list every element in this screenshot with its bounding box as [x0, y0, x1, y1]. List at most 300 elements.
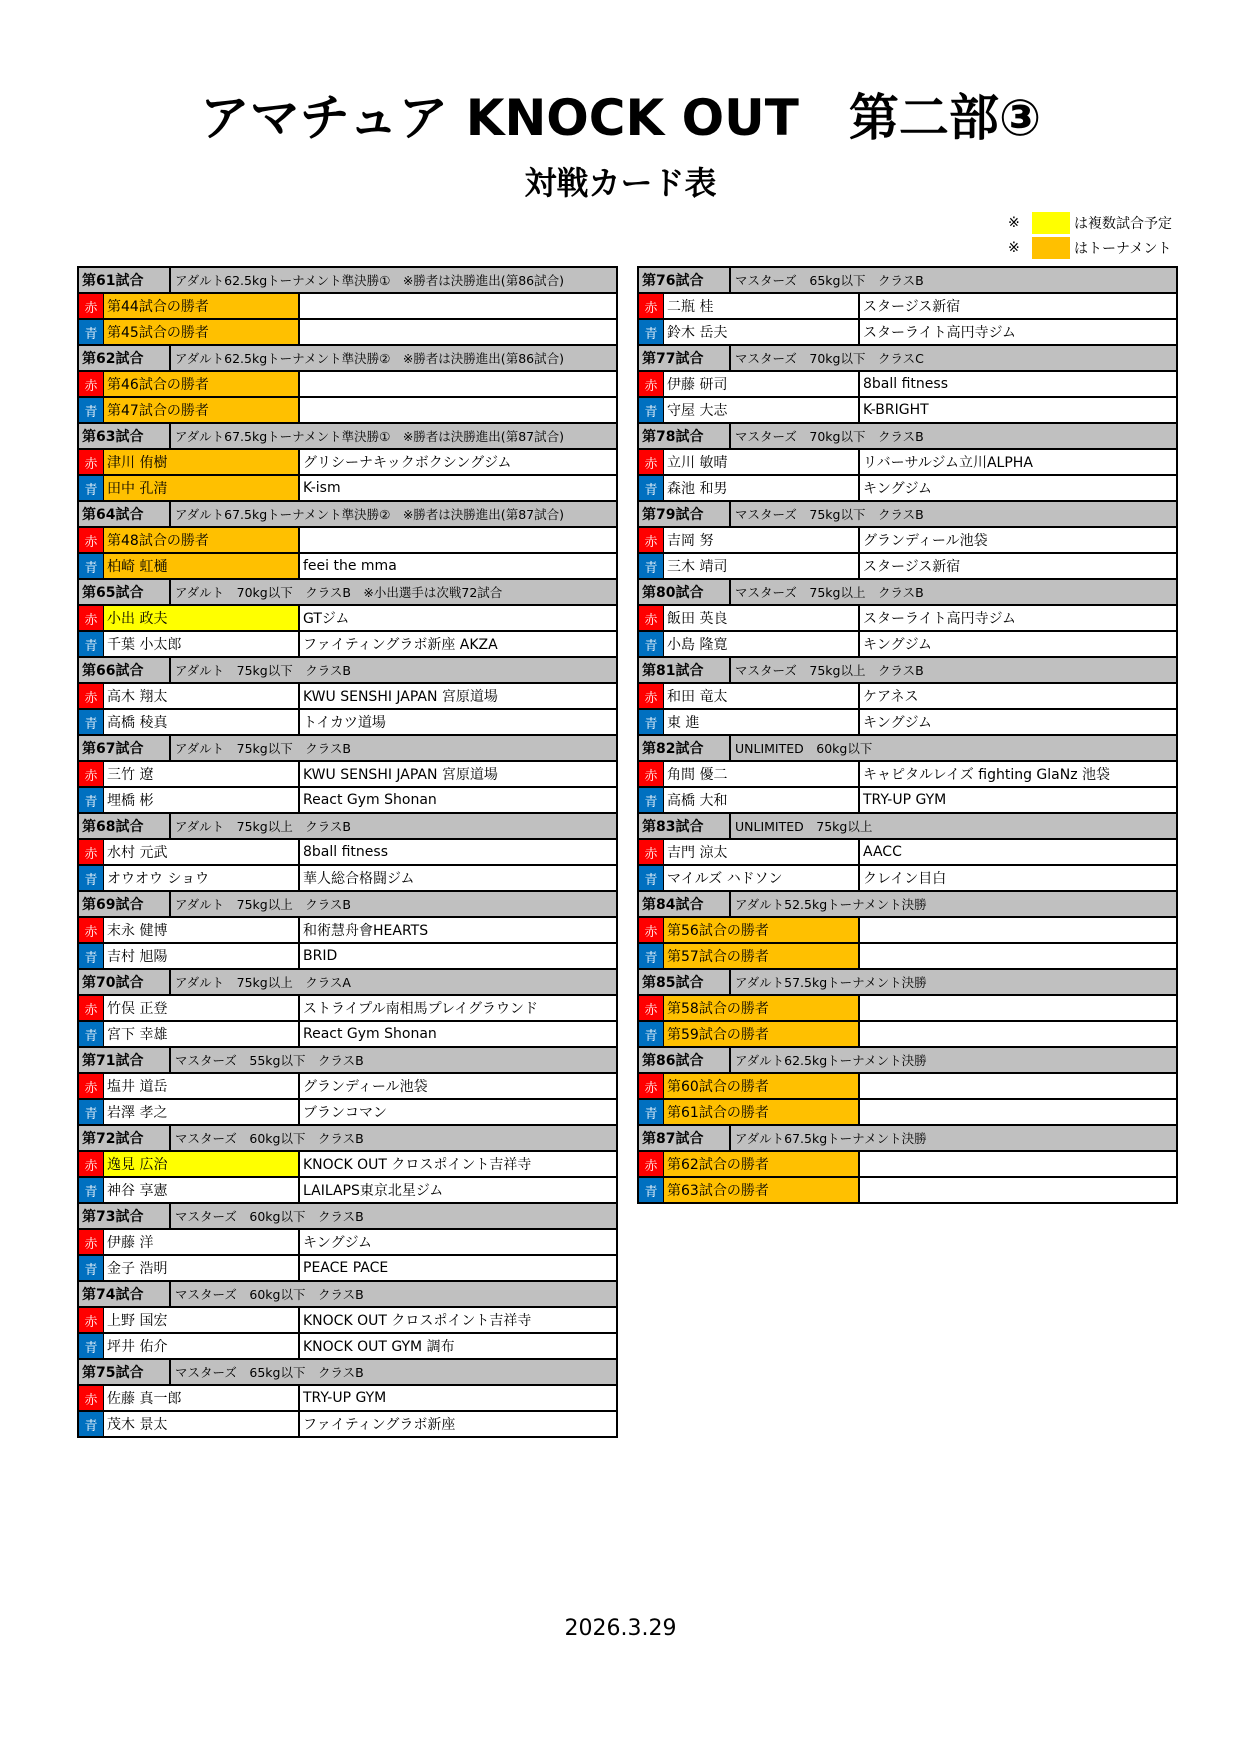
red-corner-label: 赤: [639, 528, 664, 552]
bout-header: [639, 268, 1176, 294]
fighter-name: 高木 翔太: [104, 684, 300, 708]
bout-number: 第81試合: [639, 658, 731, 682]
red-corner-label: 赤: [639, 840, 664, 864]
gym-name: [300, 398, 616, 422]
fighter-name: 末永 健博: [104, 918, 300, 942]
red-corner-row: [639, 294, 1176, 320]
red-corner-label: 赤: [639, 372, 664, 396]
red-corner-label: 赤: [639, 1152, 664, 1176]
red-corner-label: 赤: [79, 450, 104, 474]
gym-name: キングジム: [863, 481, 933, 497]
event-date: 2026.3.29: [564, 1616, 677, 1641]
legend-label: は複数試合予定: [1074, 216, 1172, 232]
blue-corner-label: 青: [79, 1256, 104, 1280]
red-corner-label: 赤: [639, 684, 664, 708]
blue-corner-label: 青: [79, 1178, 104, 1202]
blue-corner-label: 青: [639, 320, 664, 344]
red-corner-label: 赤: [639, 450, 664, 474]
red-corner-row: [639, 1074, 1176, 1100]
gym-name: [300, 294, 616, 318]
bout-class: マスターズ 65kg以下 クラスB: [175, 1365, 364, 1380]
blue-corner-label: 青: [79, 398, 104, 422]
gym-name: [300, 528, 616, 552]
red-corner-row: [79, 1308, 616, 1334]
red-corner-row: [79, 1074, 616, 1100]
bout-header: [639, 658, 1176, 684]
bout-number: 第72試合: [79, 1126, 171, 1150]
bout-number: 第66試合: [79, 658, 171, 682]
fighter-name: 第63試合の勝者: [664, 1178, 860, 1202]
blue-corner-row: [79, 320, 616, 346]
fighter-name: 立川 敏晴: [664, 450, 860, 474]
blue-corner-label: 青: [639, 398, 664, 422]
blue-corner-row: [79, 554, 616, 580]
bout-number: 第68試合: [79, 814, 171, 838]
gym-name: キングジム: [863, 637, 933, 653]
legend-yellow-swatch: [1032, 212, 1070, 234]
fighter-name: 第45試合の勝者: [104, 320, 300, 344]
gym-name: トイカツ道場: [303, 715, 386, 731]
fighter-name: 小出 政夫: [104, 606, 300, 630]
bout-number: 第71試合: [79, 1048, 171, 1072]
gym-name: [300, 372, 616, 396]
fighter-name: 三竹 遼: [104, 762, 300, 786]
fighter-name: 柏崎 虹樋: [104, 554, 300, 578]
fighter-name: 第44試合の勝者: [104, 294, 300, 318]
bout-class: アダルト 75kg以下 クラスB: [175, 663, 351, 678]
bout-class: マスターズ 75kg以上 クラスB: [735, 585, 924, 600]
red-corner-label: 赤: [79, 1152, 104, 1176]
bout-table-left: [77, 266, 618, 1438]
red-corner-label: 赤: [79, 918, 104, 942]
fighter-name: 埋橋 彬: [104, 788, 300, 812]
blue-corner-row: [639, 632, 1176, 658]
fighter-name: 坪井 佑介: [104, 1334, 300, 1358]
bout-header: [639, 1048, 1176, 1074]
fighter-name: 第62試合の勝者: [664, 1152, 860, 1176]
red-corner-label: 赤: [79, 1308, 104, 1332]
bout-class: マスターズ 60kg以下 クラスB: [175, 1131, 364, 1146]
gym-name: スターライト高円寺ジム: [863, 611, 1017, 627]
bout-header: [79, 424, 616, 450]
gym-name: [300, 320, 616, 344]
fighter-name: 東 進: [664, 710, 860, 734]
bout-class: UNLIMITED 75kg以上: [735, 819, 873, 834]
bout-class: アダルト57.5kgトーナメント決勝: [735, 975, 927, 990]
bout-class: UNLIMITED 60kg以下: [735, 741, 873, 756]
blue-corner-label: 青: [639, 788, 664, 812]
bout-number: 第78試合: [639, 424, 731, 448]
blue-corner-row: [79, 944, 616, 970]
bout-number: 第76試合: [639, 268, 731, 292]
fighter-name: 第60試合の勝者: [664, 1074, 860, 1098]
red-corner-label: 赤: [79, 528, 104, 552]
red-corner-row: [79, 294, 616, 320]
bout-header: [79, 1048, 616, 1074]
bout-number: 第70試合: [79, 970, 171, 994]
blue-corner-row: [79, 1178, 616, 1204]
bout-class: マスターズ 55kg以下 クラスB: [175, 1053, 364, 1068]
red-corner-label: 赤: [639, 606, 664, 630]
bout-header: [79, 502, 616, 528]
red-corner-row: [79, 684, 616, 710]
bout-header: [79, 1126, 616, 1152]
bout-header: [639, 424, 1176, 450]
blue-corner-label: 青: [79, 1412, 104, 1436]
gym-name: ファイティングラボ新座 AKZA: [303, 637, 498, 653]
bout-header: [639, 346, 1176, 372]
red-corner-label: 赤: [639, 996, 664, 1020]
gym-name: 華人総合格闘ジム: [303, 871, 415, 887]
bout-class: アダルト62.5kgトーナメント準決勝① ※勝者は決勝進出(第86試合): [175, 273, 564, 288]
bout-number: 第83試合: [639, 814, 731, 838]
red-corner-row: [79, 450, 616, 476]
blue-corner-label: 青: [79, 632, 104, 656]
gym-name: [860, 1152, 1176, 1176]
fighter-name: 上野 国宏: [104, 1308, 300, 1332]
blue-corner-label: 青: [79, 554, 104, 578]
bout-class: アダルト67.5kgトーナメント準決勝② ※勝者は決勝進出(第87試合): [175, 507, 564, 522]
gym-name: スターライト高円寺ジム: [863, 325, 1017, 341]
fighter-name: 吉岡 努: [664, 528, 860, 552]
red-corner-label: 赤: [79, 1386, 104, 1410]
blue-corner-label: 青: [79, 1334, 104, 1358]
gym-name: グリシーナキックボクシングジム: [303, 455, 512, 471]
red-corner-row: [79, 1386, 616, 1412]
red-corner-row: [79, 996, 616, 1022]
gym-name: TRY-UP GYM: [303, 1390, 387, 1406]
red-corner-row: [639, 372, 1176, 398]
gym-name: [860, 1022, 1176, 1046]
gym-name: AACC: [863, 844, 902, 860]
red-corner-row: [639, 840, 1176, 866]
blue-corner-row: [639, 476, 1176, 502]
bout-class: マスターズ 60kg以下 クラスB: [175, 1209, 364, 1224]
blue-corner-row: [639, 320, 1176, 346]
gym-name: GTジム: [303, 611, 350, 627]
bout-header: [79, 1204, 616, 1230]
blue-corner-label: 青: [79, 788, 104, 812]
gym-name: K-BRIGHT: [863, 402, 929, 418]
legend-mark: ※: [1008, 215, 1020, 231]
fighter-name: 高橋 稜真: [104, 710, 300, 734]
bout-header: [79, 892, 616, 918]
blue-corner-label: 青: [79, 710, 104, 734]
red-corner-row: [79, 1152, 616, 1178]
gym-name: React Gym Shonan: [303, 792, 437, 808]
bout-class: アダルト62.5kgトーナメント準決勝② ※勝者は決勝進出(第86試合): [175, 351, 564, 366]
bout-number: 第64試合: [79, 502, 171, 526]
bout-header: [639, 1126, 1176, 1152]
blue-corner-row: [639, 1178, 1176, 1204]
gym-name: React Gym Shonan: [303, 1026, 437, 1042]
page-title: アマチュア KNOCK OUT 第二部③: [199, 89, 1042, 147]
blue-corner-row: [639, 788, 1176, 814]
gym-name: リバーサルジム立川ALPHA: [863, 455, 1033, 471]
red-corner-row: [79, 918, 616, 944]
red-corner-label: 赤: [79, 996, 104, 1020]
gym-name: ケアネス: [863, 689, 919, 705]
bout-class: マスターズ 60kg以下 クラスB: [175, 1287, 364, 1302]
bout-number: 第86試合: [639, 1048, 731, 1072]
gym-name: LAILAPS東京北星ジム: [303, 1183, 444, 1199]
blue-corner-row: [79, 866, 616, 892]
bout-class: アダルト 70kg以下 クラスB ※小出選手は次戦72試合: [175, 585, 503, 600]
bout-number: 第61試合: [79, 268, 171, 292]
bout-number: 第87試合: [639, 1126, 731, 1150]
gym-name: ストライプル南相馬プレイグラウンド: [303, 1001, 539, 1017]
blue-corner-row: [639, 1100, 1176, 1126]
blue-corner-label: 青: [79, 476, 104, 500]
blue-corner-row: [639, 944, 1176, 970]
bout-header: [79, 580, 616, 606]
gym-name: K-ism: [303, 480, 341, 496]
fighter-name: 水村 元武: [104, 840, 300, 864]
blue-corner-row: [79, 398, 616, 424]
red-corner-label: 赤: [639, 918, 664, 942]
bout-header: [79, 658, 616, 684]
bout-number: 第80試合: [639, 580, 731, 604]
blue-corner-row: [79, 788, 616, 814]
blue-corner-row: [639, 710, 1176, 736]
blue-corner-row: [79, 710, 616, 736]
fighter-name: 竹俣 正登: [104, 996, 300, 1020]
fighter-name: 千葉 小太郎: [104, 632, 300, 656]
fighter-name: 第47試合の勝者: [104, 398, 300, 422]
bout-header: [639, 892, 1176, 918]
red-corner-label: 赤: [639, 1074, 664, 1098]
bout-class: マスターズ 75kg以上 クラスB: [735, 663, 924, 678]
bout-header: [639, 736, 1176, 762]
red-corner-row: [79, 372, 616, 398]
gym-name: グランディール池袋: [863, 533, 988, 549]
gym-name: スタージス新宿: [863, 299, 961, 315]
gym-name: キングジム: [863, 715, 933, 731]
bout-header: [79, 1282, 616, 1308]
bout-number: 第63試合: [79, 424, 171, 448]
gym-name: [860, 1100, 1176, 1124]
bout-class: アダルト67.5kgトーナメント決勝: [735, 1131, 927, 1146]
bout-number: 第62試合: [79, 346, 171, 370]
bout-number: 第73試合: [79, 1204, 171, 1228]
gym-name: [860, 996, 1176, 1020]
bout-header: [79, 268, 616, 294]
blue-corner-label: 青: [639, 554, 664, 578]
bout-class: アダルト62.5kgトーナメント決勝: [735, 1053, 927, 1068]
blue-corner-row: [79, 1412, 616, 1438]
fighter-name: 和田 竜太: [664, 684, 860, 708]
bout-header: [79, 736, 616, 762]
bout-header: [639, 814, 1176, 840]
bout-header: [639, 970, 1176, 996]
red-corner-label: 赤: [639, 294, 664, 318]
gym-name: [860, 1074, 1176, 1098]
legend-multiple-bouts: [1008, 211, 1172, 235]
bout-header: [79, 970, 616, 996]
fighter-name: 高橋 大和: [664, 788, 860, 812]
gym-name: TRY-UP GYM: [863, 792, 947, 808]
blue-corner-row: [639, 554, 1176, 580]
bout-class: アダルト52.5kgトーナメント決勝: [735, 897, 927, 912]
red-corner-row: [79, 528, 616, 554]
fighter-name: 伊藤 洋: [104, 1230, 300, 1254]
fighter-name: 吉村 旭陽: [104, 944, 300, 968]
red-corner-row: [639, 1152, 1176, 1178]
gym-name: [860, 918, 1176, 942]
blue-corner-label: 青: [639, 1022, 664, 1046]
gym-name: 和術慧舟會HEARTS: [303, 923, 429, 939]
gym-name: ブランコマン: [303, 1105, 387, 1121]
fighter-name: 飯田 英良: [664, 606, 860, 630]
bout-table-right: [637, 266, 1178, 1204]
fighter-name: 小島 隆寛: [664, 632, 860, 656]
red-corner-label: 赤: [79, 762, 104, 786]
gym-name: スタージス新宿: [863, 559, 961, 575]
blue-corner-row: [79, 632, 616, 658]
fighter-name: 三木 靖司: [664, 554, 860, 578]
bout-class: マスターズ 70kg以下 クラスC: [735, 351, 924, 366]
fighter-name: 角間 優二: [664, 762, 860, 786]
fighter-name: 伊藤 研司: [664, 372, 860, 396]
blue-corner-label: 青: [639, 866, 664, 890]
legend-label: はトーナメント: [1074, 241, 1172, 257]
gym-name: KNOCK OUT GYM 調布: [303, 1339, 455, 1355]
gym-name: キャピタルレイズ fighting GlaNz 池袋: [863, 767, 1111, 783]
red-corner-label: 赤: [79, 1074, 104, 1098]
blue-corner-row: [79, 1334, 616, 1360]
gym-name: PEACE PACE: [303, 1260, 389, 1276]
fighter-name: 逸見 広治: [104, 1152, 300, 1176]
red-corner-row: [639, 606, 1176, 632]
blue-corner-label: 青: [79, 320, 104, 344]
blue-corner-label: 青: [79, 1100, 104, 1124]
fighter-name: 第46試合の勝者: [104, 372, 300, 396]
fighter-name: 二瓶 桂: [664, 294, 860, 318]
bout-class: マスターズ 75kg以下 クラスB: [735, 507, 924, 522]
gym-name: グランディール池袋: [303, 1079, 428, 1095]
gym-name: 8ball fitness: [303, 844, 388, 860]
fighter-name: 佐藤 真一郎: [104, 1386, 300, 1410]
bout-header: [79, 814, 616, 840]
gym-name: KWU SENSHI JAPAN 宮原道場: [303, 767, 498, 783]
bout-class: アダルト 75kg以上 クラスB: [175, 897, 351, 912]
fighter-name: 宮下 幸雄: [104, 1022, 300, 1046]
fighter-name: 吉門 涼太: [664, 840, 860, 864]
blue-corner-label: 青: [639, 710, 664, 734]
fighter-name: 田中 孔清: [104, 476, 300, 500]
bout-number: 第67試合: [79, 736, 171, 760]
red-corner-row: [79, 762, 616, 788]
bout-number: 第65試合: [79, 580, 171, 604]
blue-corner-label: 青: [79, 866, 104, 890]
blue-corner-label: 青: [639, 944, 664, 968]
red-corner-row: [79, 1230, 616, 1256]
red-corner-row: [639, 528, 1176, 554]
bout-number: 第84試合: [639, 892, 731, 916]
fighter-name: 塩井 道岳: [104, 1074, 300, 1098]
red-corner-row: [639, 450, 1176, 476]
blue-corner-label: 青: [639, 1178, 664, 1202]
gym-name: 8ball fitness: [863, 376, 948, 392]
legend-mark: ※: [1008, 240, 1020, 256]
red-corner-label: 赤: [79, 840, 104, 864]
red-corner-row: [639, 684, 1176, 710]
bout-class: マスターズ 70kg以下 クラスB: [735, 429, 924, 444]
gym-name: キングジム: [303, 1235, 373, 1251]
red-corner-row: [79, 606, 616, 632]
blue-corner-label: 青: [79, 1022, 104, 1046]
blue-corner-row: [639, 866, 1176, 892]
bout-class: マスターズ 65kg以下 クラスB: [735, 273, 924, 288]
blue-corner-row: [639, 398, 1176, 424]
red-corner-label: 赤: [79, 1230, 104, 1254]
gym-name: feei the mma: [303, 558, 397, 574]
red-corner-row: [639, 762, 1176, 788]
fighter-name: 第57試合の勝者: [664, 944, 860, 968]
bout-header: [639, 502, 1176, 528]
bout-number: 第82試合: [639, 736, 731, 760]
red-corner-label: 赤: [639, 762, 664, 786]
bout-class: アダルト 75kg以上 クラスA: [175, 975, 351, 990]
bout-header: [79, 346, 616, 372]
gym-name: [860, 1178, 1176, 1202]
fighter-name: 岩澤 孝之: [104, 1100, 300, 1124]
fighter-name: 第61試合の勝者: [664, 1100, 860, 1124]
red-corner-label: 赤: [79, 606, 104, 630]
bout-number: 第79試合: [639, 502, 731, 526]
bout-number: 第77試合: [639, 346, 731, 370]
blue-corner-row: [79, 1022, 616, 1048]
bout-header: [639, 580, 1176, 606]
gym-name: KWU SENSHI JAPAN 宮原道場: [303, 689, 498, 705]
page-subtitle: 対戦カード表: [524, 164, 717, 202]
bout-header: [79, 1360, 616, 1386]
blue-corner-row: [639, 1022, 1176, 1048]
blue-corner-label: 青: [639, 1100, 664, 1124]
fighter-name: オウオウ ショウ: [104, 866, 300, 890]
fighter-name: 第58試合の勝者: [664, 996, 860, 1020]
bout-number: 第85試合: [639, 970, 731, 994]
red-corner-row: [639, 996, 1176, 1022]
fighter-name: 鈴木 岳夫: [664, 320, 860, 344]
gym-name: クレイン目白: [863, 871, 947, 887]
fighter-name: 守屋 大志: [664, 398, 860, 422]
gym-name: ファイティングラボ新座: [303, 1417, 456, 1433]
red-corner-row: [639, 918, 1176, 944]
blue-corner-label: 青: [79, 944, 104, 968]
gym-name: BRID: [303, 948, 338, 964]
fighter-name: 津川 侑樹: [104, 450, 300, 474]
blue-corner-row: [79, 1256, 616, 1282]
red-corner-label: 赤: [79, 684, 104, 708]
blue-corner-label: 青: [639, 476, 664, 500]
fighter-name: 第59試合の勝者: [664, 1022, 860, 1046]
red-corner-label: 赤: [79, 294, 104, 318]
fighter-name: 森池 和男: [664, 476, 860, 500]
blue-corner-label: 青: [639, 632, 664, 656]
fighter-name: 神谷 享憲: [104, 1178, 300, 1202]
bout-class: アダルト 75kg以下 クラスB: [175, 741, 351, 756]
fighter-name: 金子 浩明: [104, 1256, 300, 1280]
bout-number: 第75試合: [79, 1360, 171, 1384]
bout-class: アダルト 75kg以上 クラスB: [175, 819, 351, 834]
gym-name: [860, 944, 1176, 968]
blue-corner-row: [79, 1100, 616, 1126]
red-corner-row: [79, 840, 616, 866]
fighter-name: 第56試合の勝者: [664, 918, 860, 942]
fighter-name: マイルズ ハドソン: [664, 866, 860, 890]
fighter-name: 第48試合の勝者: [104, 528, 300, 552]
